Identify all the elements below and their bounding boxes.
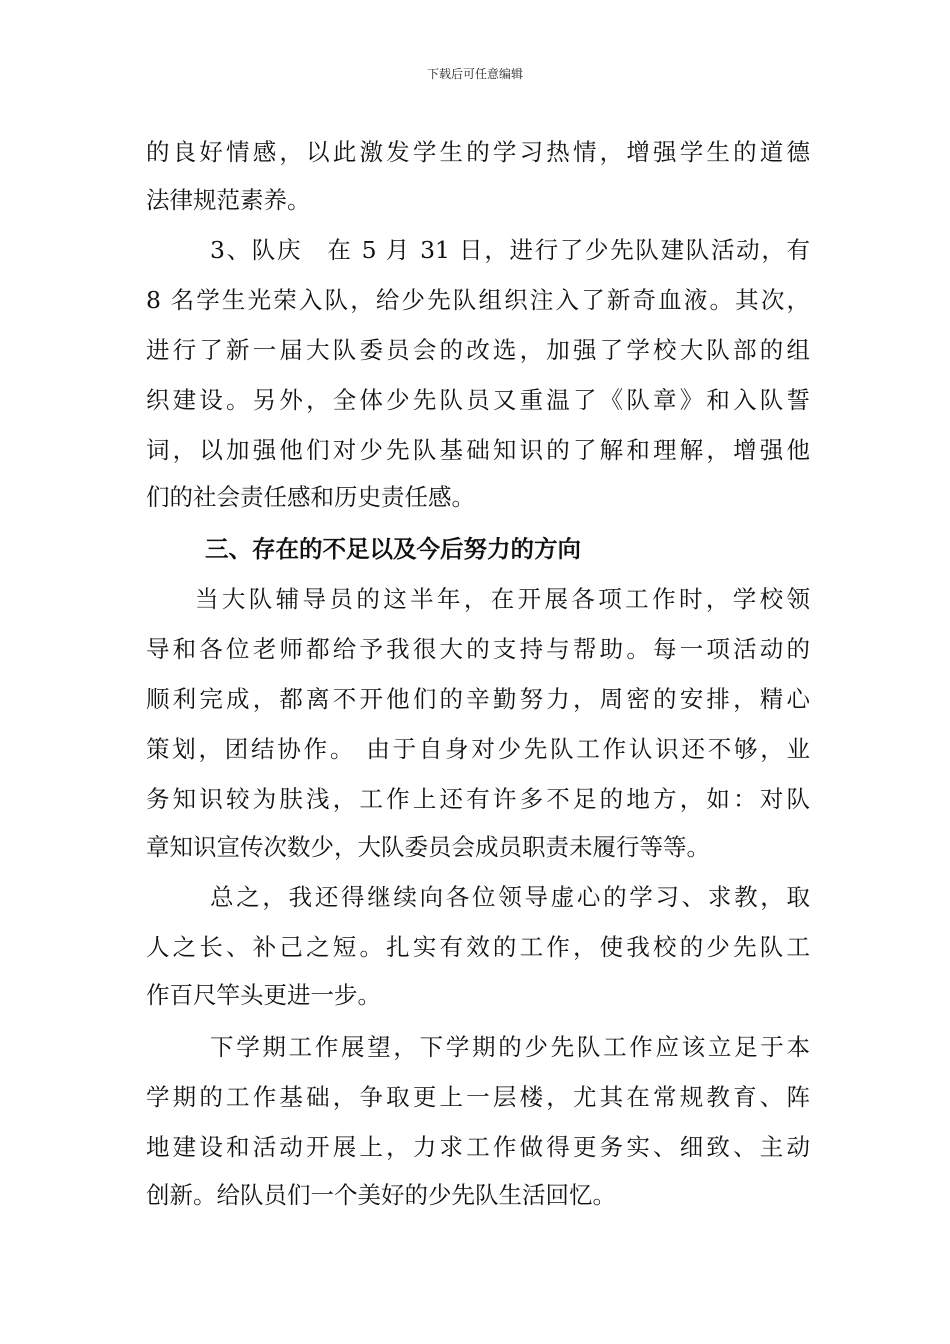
paragraph-line: 下学期工作展望，下学期的少先队工作应该立足于本 — [210, 1033, 810, 1061]
paragraph-line: 的良好情感，以此激发学生的学习热情，增强学生的道德 — [146, 138, 810, 166]
paragraph-line: 总之，我还得继续向各位领导虚心的学习、求教，取 — [210, 883, 810, 911]
paragraph-line: 创新。给队员们一个美好的少先队生活回忆。 — [146, 1181, 616, 1209]
paragraph-line: 学期的工作基础，争取更上一层楼，尤其在常规教育、阵 — [146, 1083, 810, 1111]
paragraph-line: 们的社会责任感和历史责任感。 — [146, 483, 475, 511]
paragraph-line: 章知识宣传次数少，大队委员会成员职责未履行等等。 — [146, 833, 710, 861]
paragraph-line: 8 名学生光荣入队，给少先队组织注入了新奇血液。其次， — [146, 286, 810, 314]
page-header-note: 下载后可任意编辑 — [426, 67, 523, 81]
paragraph-line: 法律规范素养。 — [146, 186, 311, 214]
paragraph-line: 织建设。另外，全体少先队员又重温了《队章》和入队誓 — [146, 386, 810, 414]
section-heading: 三、存在的不足以及今后努力的方向 — [205, 535, 581, 563]
paragraph-line: 务知识较为肤浅，工作上还有许多不足的地方，如：对队 — [146, 785, 810, 813]
paragraph-line: 顺利完成，都离不开他们的辛勤努力，周密的安排，精心 — [146, 685, 810, 713]
paragraph-line: 人之长、补己之短。扎实有效的工作，使我校的少先队工 — [146, 933, 810, 961]
paragraph-line: 地建设和活动开展上，力求工作做得更务实、细致、主动 — [146, 1133, 810, 1161]
paragraph-line: 当大队辅导员的这半年，在开展各项工作时，学校领 — [195, 585, 810, 613]
paragraph-line: 策划，团结协作。 由于自身对少先队工作认识还不够，业 — [146, 735, 810, 763]
paragraph-line: 作百尺竿头更进一步。 — [146, 981, 381, 1009]
paragraph-line: 词，以加强他们对少先队基础知识的了解和理解，增强他 — [146, 436, 810, 464]
paragraph-line: 导和各位老师都给予我很大的支持与帮助。每一项活动的 — [146, 635, 810, 663]
paragraph-line: 3、队庆 在 5 月 31 日，进行了少先队建队活动，有 — [210, 236, 810, 264]
paragraph-line: 进行了新一届大队委员会的改选，加强了学校大队部的组 — [146, 336, 810, 364]
